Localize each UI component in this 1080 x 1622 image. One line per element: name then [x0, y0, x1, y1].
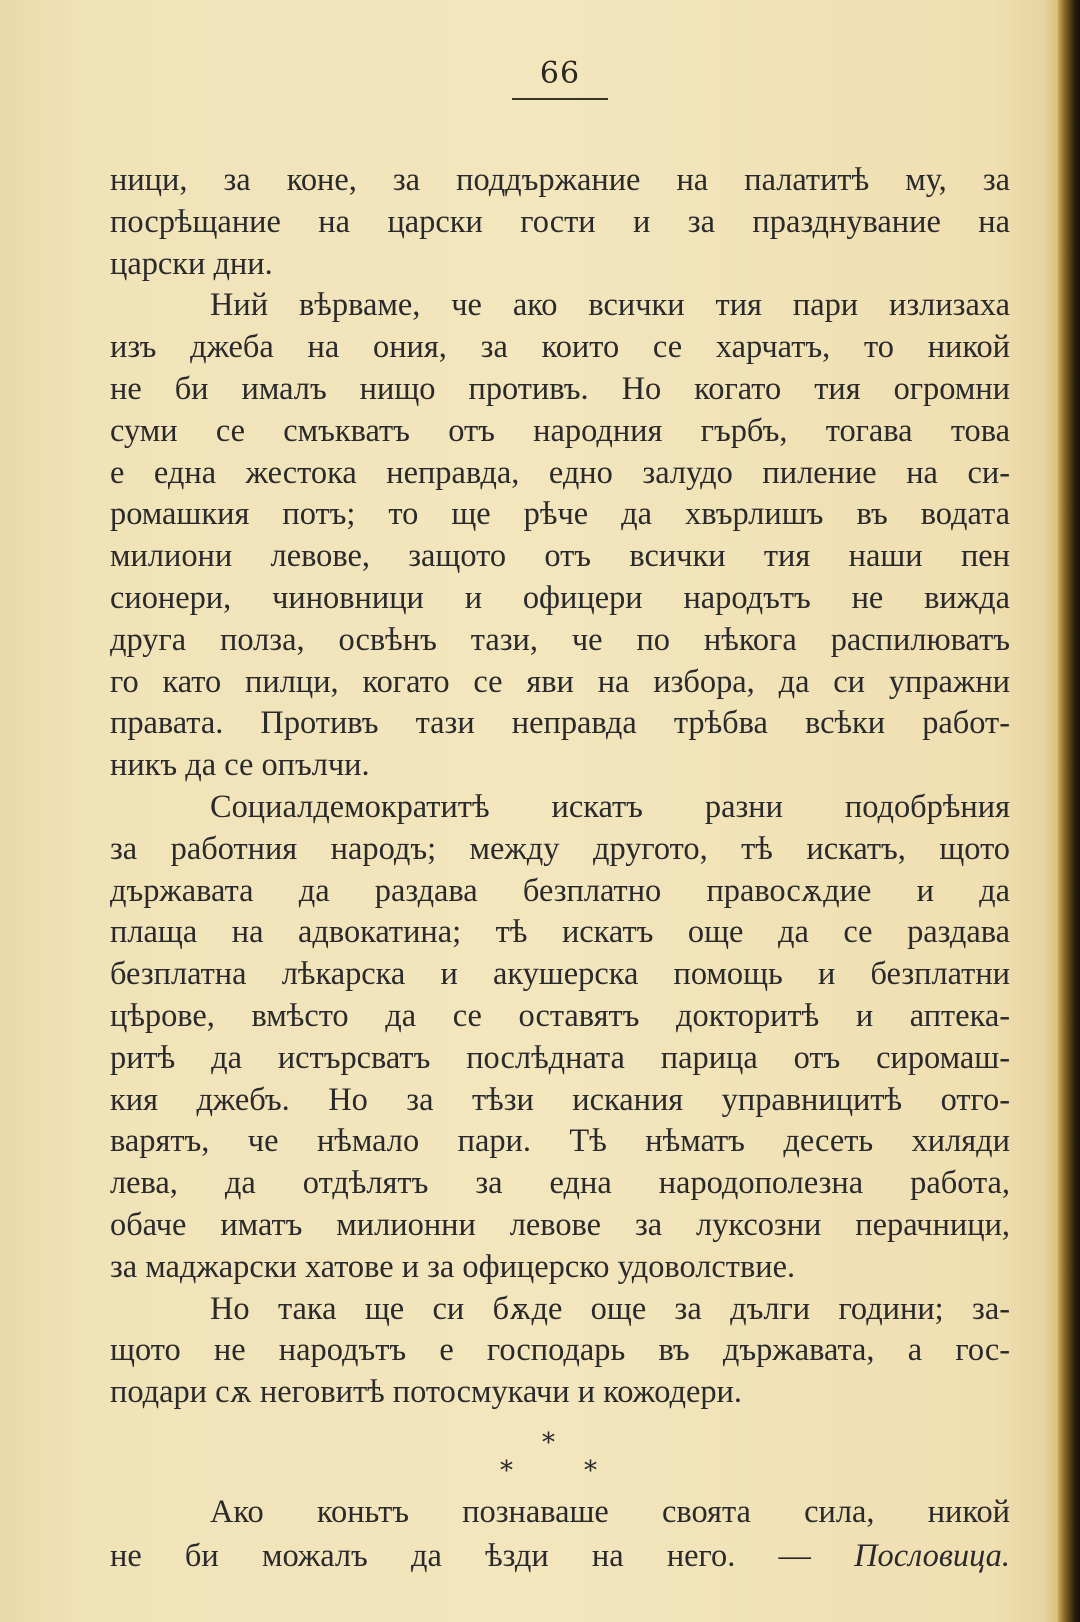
- text-line: варятъ, че нѣмало пари. Тѣ нѣматъ десеть хиляди: [110, 1123, 1010, 1160]
- text-line: милиони левове, защото отъ всички тия наши пен: [110, 538, 1010, 575]
- text-line: плаща на адвокатина; тѣ искатъ още да се раздава: [110, 914, 1010, 951]
- asterism: [490, 1428, 620, 1498]
- page-number: 66: [539, 56, 581, 91]
- text-line: друга полза, освѣнъ тази, че по нѣкога распилюватъ: [110, 621, 1010, 658]
- asterism-star: *: [584, 1456, 597, 1486]
- text-line: ромашкия потъ; то ще рѣче да хвърлишъ въ водата: [110, 496, 1010, 533]
- text-line: правата. Противъ тази неправда трѣбва всѣки работ-: [110, 705, 1010, 742]
- asterism-star: *: [500, 1456, 513, 1486]
- page-number-rule: [512, 98, 608, 100]
- proverb-block: [110, 1490, 1010, 1578]
- text-line: подари сѫ неговитѣ потосмукачи и кожодери.: [110, 1374, 742, 1411]
- text-line: цѣрове, вмѣсто да се оставятъ докторитѣ и аптека-: [110, 997, 1010, 1034]
- text-line: Социалдемократитѣ искатъ разни подобрѣния: [210, 788, 1010, 825]
- page-edge-shadow: [1044, 0, 1058, 1622]
- text-line: суми се смъкватъ отъ народния гърбъ, тогава това: [110, 412, 1010, 449]
- text-line: обаче иматъ милионни левове за луксозни перачници,: [110, 1206, 1010, 1243]
- text-line: никъ да се опълчи.: [110, 747, 370, 784]
- text-line: го като пилци, когато се яви на избора, да си упражни: [110, 663, 1010, 700]
- asterism-star: *: [542, 1428, 555, 1458]
- body-text: [110, 160, 1010, 1414]
- text-line: за маджарски хатове и за офицерско удоволствие.: [110, 1248, 796, 1285]
- text-line: лева, да отдѣлятъ за една народополезна работа,: [110, 1165, 1010, 1202]
- text-line: държавата да раздава безплатно правосѫдие и да: [110, 872, 1010, 909]
- proverb-line: Ако коньтъ познаваше своята сила, никой: [210, 1494, 1010, 1530]
- text-line: царски дни.: [110, 245, 273, 282]
- proverb-text: не би можалъ да ѣзди на него. —: [110, 1538, 811, 1574]
- text-line: е една жестока неправда, едно залудо пиление на си-: [110, 454, 1010, 491]
- text-line: посрѣщание на царски гости и за празднувание на: [110, 203, 1010, 240]
- proverb-line: [110, 1534, 1010, 1578]
- text-line: изъ джеба на ония, за които се харчатъ, то никой: [110, 329, 1010, 366]
- text-line: ритѣ да истърсватъ послѣдната парица отъ сиромаш-: [110, 1039, 1010, 1076]
- text-line: не би ималъ нищо противъ. Но когато тия огромни: [110, 370, 1010, 407]
- text-line: за работния народъ; между другото, тѣ искатъ, щото: [110, 830, 1010, 867]
- text-line: сионери, чиновници и офицери народътъ не вижда: [110, 579, 1010, 616]
- text-line: Ний вѣрваме, че ако всички тия пари излизаха: [210, 287, 1010, 324]
- text-line: ници, за коне, за поддържание на палатитѣ му, за: [110, 162, 1010, 198]
- text-line: щото не народътъ е господарь въ държавата, а гос-: [110, 1332, 1010, 1369]
- text-line: кия джебъ. Но за тѣзи искания управницитѣ отго-: [110, 1081, 1010, 1118]
- proverb-attribution: Пословица.: [854, 1538, 1010, 1574]
- text-line: безплатна лѣкарска и акушерска помощь и безплатни: [110, 956, 1010, 993]
- page-binding-edge: [1058, 0, 1080, 1622]
- text-line: Но така ще си бѫде още за дълги години; за-: [210, 1290, 1010, 1327]
